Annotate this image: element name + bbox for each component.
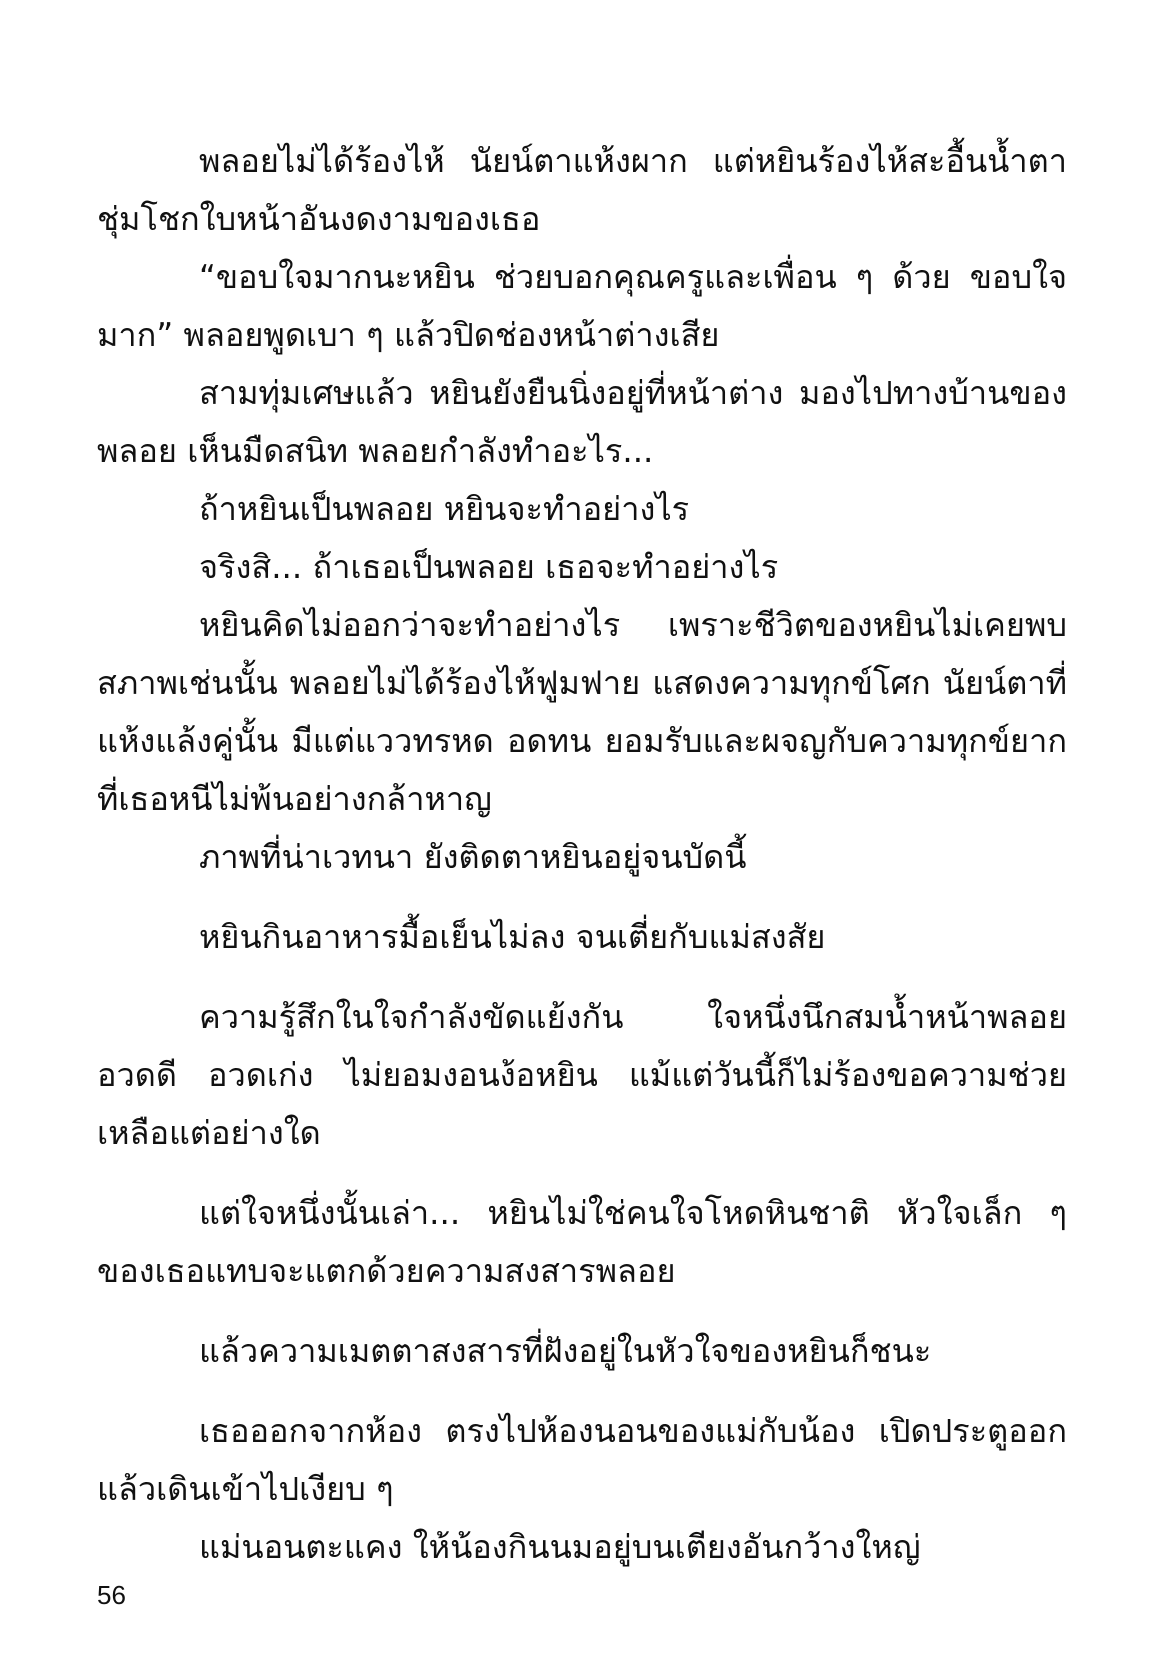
paragraph: พลอยไม่ได้ร้องไห้ นัยน์ตาแห้งผาก แต่หยินร้องไห้สะอื้นน้ำตาชุ่มโชกใบหน้าอันงดงามของเธอ xyxy=(97,142,1067,238)
paragraph: ภาพที่น่าเวทนา ยังติดตาหยินอยู่จนบัดนี้ xyxy=(199,838,747,876)
paragraph: ความรู้สึกในใจกำลังขัดแย้งกัน ใจหนึ่งนึกสมน้ำหน้าพลอยอวดดี อวดเก่ง ไม่ยอมงอนง้อหยิน แม้แต่วันนี้ก็ไม่ร้องขอความช่วยเหลือแต่อย่างใด xyxy=(97,998,1067,1152)
paragraph: สามทุ่มเศษแล้ว หยินยังยืนนิ่งอยู่ที่หน้าต่าง มองไปทางบ้านของพลอย เห็นมืดสนิท พลอยกำลังทำอะไร... xyxy=(97,374,1067,470)
body-text xyxy=(97,132,1067,1576)
paragraph: แล้วความเมตตาสงสารที่ฝังอยู่ในหัวใจของหยินก็ชนะ xyxy=(199,1332,932,1370)
paragraph: ถ้าหยินเป็นพลอย หยินจะทำอย่างไร xyxy=(199,490,690,528)
paragraph: เธอออกจากห้อง ตรงไปห้องนอนของแม่กับน้อง เปิดประตูออกแล้วเดินเข้าไปเงียบ ๆ xyxy=(97,1412,1067,1508)
paragraph: แต่ใจหนึ่งนั้นเล่า... หยินไม่ใช่คนใจโหดหินชาติ หัวใจเล็ก ๆ ของเธอแทบจะแตกด้วยความสงสารพลอย xyxy=(97,1194,1067,1290)
paragraph: หยินกินอาหารมื้อเย็นไม่ลง จนเตี่ยกับแม่สงสัย xyxy=(199,918,826,956)
page-number: 56 xyxy=(97,1580,126,1610)
paragraph: หยินคิดไม่ออกว่าจะทำอย่างไร เพราะชีวิตของหยินไม่เคยพบสภาพเช่นนั้น พลอยไม่ได้ร้องไห้ฟูมฟาย แสดงความทุกข์โศก นัยน์ตาที่แห้งแล้งคู่นั้น มีแต่แววทรหด อดทน ยอมรับและผจญกับความทุกข์ยากที่เธอหนีไม่พ้นอย่างกล้าหาญ xyxy=(97,606,1067,818)
paragraph: “ขอบใจมากนะหยิน ช่วยบอกคุณครูและเพื่อน ๆ ด้วย ขอบใจมาก” พลอยพูดเบา ๆ แล้วปิดช่องหน้าต่างเสีย xyxy=(97,258,1067,354)
paragraph: จริงสิ... ถ้าเธอเป็นพลอย เธอจะทำอย่างไร xyxy=(199,548,779,586)
paragraph: แม่นอนตะแคง ให้น้องกินนมอยู่บนเตียงอันกว้างใหญ่ xyxy=(199,1528,921,1566)
